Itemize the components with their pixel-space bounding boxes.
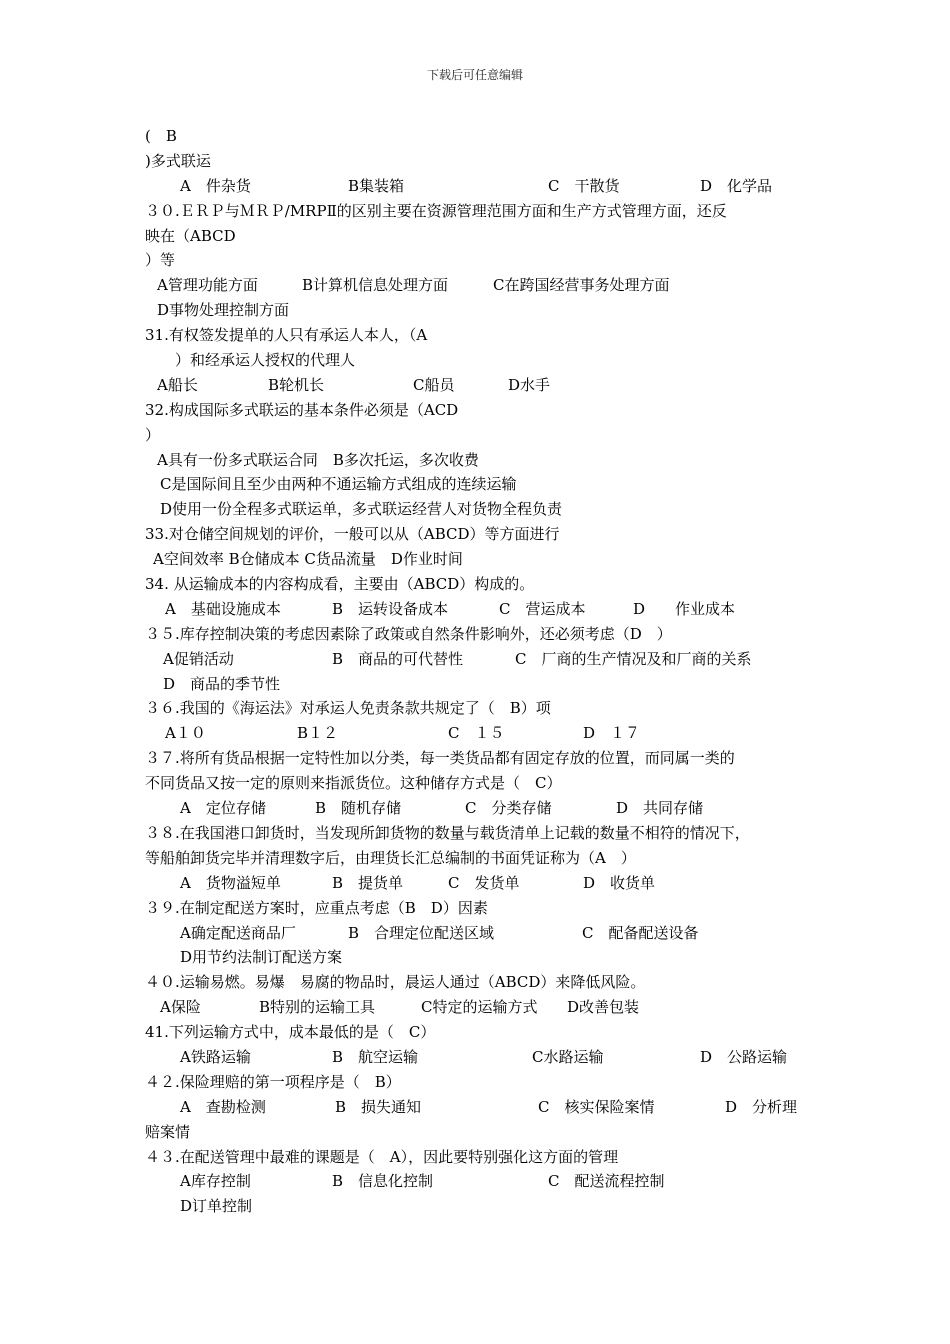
text-segment: ４３.在配送管理中最难的课题是（ A），因此要特别强化这方面的管理: [145, 1147, 619, 1166]
text-line: [145, 1145, 825, 1170]
text-segment: B集装箱: [348, 176, 405, 195]
text-segment: D水手: [508, 375, 551, 394]
text-segment: A 货物溢短单: [180, 873, 281, 892]
text-line: [145, 323, 825, 348]
text-line: [145, 273, 825, 298]
text-segment: ３９.在制定配送方案时，应重点考虑（B D）因素: [145, 898, 488, 917]
text-line: [145, 497, 825, 522]
text-line: [145, 1194, 825, 1219]
text-segment: C 配送流程控制: [548, 1172, 665, 1191]
text-segment: A管理功能方面: [157, 276, 258, 295]
text-segment: C 配备配送设备: [582, 923, 699, 942]
text-line: [145, 771, 825, 796]
text-segment: A船长: [157, 375, 198, 394]
text-line: [145, 124, 825, 149]
text-segment: A库存控制: [180, 1172, 251, 1191]
text-segment: C特定的运输方式: [421, 998, 538, 1017]
text-line: [145, 149, 825, 174]
text-segment: B 商品的可代替性: [332, 649, 464, 668]
text-segment: D 分析理: [725, 1097, 798, 1116]
text-segment: 不同货品又按一定的原则来指派货位。这种储存方式是（ C）: [145, 774, 562, 793]
text-line: [145, 174, 825, 199]
text-line: [145, 1070, 825, 1095]
text-line: [145, 522, 825, 547]
text-line: [145, 622, 825, 647]
text-segment: 33.对仓储空间规划的评价，一般可以从（ABCD）等方面进行: [145, 525, 560, 544]
text-segment: 34. 从运输成本的内容构成看，主要由（ABCD）构成的。: [145, 575, 535, 594]
text-line: [145, 846, 825, 871]
text-segment: B 合理定位配送区域: [348, 923, 495, 942]
text-segment: A促销活动: [163, 649, 234, 668]
text-segment: C 分类存储: [465, 799, 552, 818]
text-line: [145, 1120, 825, 1145]
text-line: [145, 348, 825, 373]
text-segment: 41.下列运输方式中，成本最低的是（ C）: [145, 1023, 436, 1042]
text-segment: ３６.我国的《海运法》对承运人免责条款共规定了（ B）项: [145, 699, 551, 718]
text-segment: B 运转设备成本: [332, 599, 449, 618]
text-segment: ）等: [145, 251, 176, 270]
text-segment: ）和经承运人授权的代理人: [175, 351, 356, 370]
text-segment: C船员: [413, 375, 455, 394]
text-segment: D 作业成本: [633, 599, 736, 618]
text-segment: C在跨国经营事务处理方面: [493, 276, 670, 295]
document-body: [145, 124, 825, 1219]
text-line: [145, 199, 825, 224]
text-line: [145, 547, 825, 572]
text-segment: D改善包装: [567, 998, 640, 1017]
text-line: [145, 721, 825, 746]
text-segment: C 营运成本: [499, 599, 586, 618]
text-line: [145, 1169, 825, 1194]
text-segment: C是国际间且至少由两种不通运输方式组成的连续运输: [160, 475, 517, 494]
text-segment: A确定配送商品厂: [180, 923, 296, 942]
text-segment: D 公路运输: [700, 1047, 788, 1066]
text-segment: )多式联运: [145, 151, 211, 170]
text-segment: B 航空运输: [332, 1047, 419, 1066]
text-segment: A铁路运输: [180, 1047, 251, 1066]
text-segment: B 随机存储: [315, 799, 402, 818]
text-line: [145, 1045, 825, 1070]
text-line: [145, 448, 825, 473]
text-segment: A 查勘检测: [180, 1097, 266, 1116]
text-segment: B计算机信息处理方面: [302, 276, 449, 295]
text-segment: A 件杂货: [180, 176, 251, 195]
text-line: [145, 896, 825, 921]
text-segment: A保险: [160, 998, 201, 1017]
text-line: [145, 696, 825, 721]
text-segment: ）: [145, 425, 161, 444]
text-line: [145, 248, 825, 273]
text-segment: ３８.在我国港口卸货时，当发现所卸货物的数量与载货清单上记载的数量不相符的情况下，: [145, 823, 750, 842]
text-segment: A 基础设施成本: [165, 599, 281, 618]
text-segment: ３７.将所有货品根据一定特性加以分类，每一类货品都有固定存放的位置，而同属一类的: [145, 749, 735, 768]
text-line: [145, 970, 825, 995]
text-segment: D 收货单: [583, 873, 656, 892]
text-line: [145, 1020, 825, 1045]
text-segment: C水路运输: [532, 1047, 604, 1066]
text-segment: D订单控制: [180, 1197, 253, 1216]
text-segment: A具有一份多式联运合同 B多次托运，多次收费: [157, 450, 479, 469]
text-line: [145, 921, 825, 946]
text-line: [145, 398, 825, 423]
text-line: [145, 746, 825, 771]
text-segment: C 厂商的生产情况及和厂商的关系: [515, 649, 752, 668]
text-line: [145, 796, 825, 821]
text-segment: B１２: [297, 724, 339, 743]
text-segment: ３５.库存控制决策的考虑因素除了政策或自然条件影响外，还必须考虑（D ）: [145, 624, 672, 643]
text-segment: A空间效率 B仓储成本 C货品流量 D作业时间: [153, 550, 463, 569]
text-line: [145, 423, 825, 448]
text-segment: C １５: [448, 724, 505, 743]
text-segment: ４２.保险理赔的第一项程序是（ B）: [145, 1072, 401, 1091]
text-line: [145, 597, 825, 622]
text-line: [145, 995, 825, 1020]
text-segment: 32.构成国际多式联运的基本条件必须是（ACD: [145, 400, 459, 419]
text-line: [145, 373, 825, 398]
text-line: [145, 224, 825, 249]
text-segment: D 商品的季节性: [163, 674, 281, 693]
text-segment: ３０.ＥＲＰ与ＭＲＰ/MRPⅡ的区别主要在资源管理范围方面和生产方式管理方面，还反: [145, 201, 727, 220]
text-line: [145, 945, 825, 970]
text-line: [145, 298, 825, 323]
text-segment: C 干散货: [548, 176, 620, 195]
text-segment: ４０.运输易燃。易爆 易腐的物品时，晨运人通过（ABCD）来降低风险。: [145, 973, 646, 992]
text-segment: A１０: [165, 724, 206, 743]
text-segment: D使用一份全程多式联运单，多式联运经营人对货物全程负责: [160, 500, 563, 519]
text-segment: C 发货单: [448, 873, 520, 892]
text-line: [145, 572, 825, 597]
text-segment: B特别的运输工具: [259, 998, 376, 1017]
text-segment: D 共同存储: [616, 799, 704, 818]
text-segment: B轮机长: [268, 375, 325, 394]
text-segment: 31.有权签发提单的人只有承运人本人，（A: [145, 326, 428, 345]
text-line: [145, 1095, 825, 1120]
text-segment: B 提货单: [332, 873, 404, 892]
text-segment: D用节约法制订配送方案: [180, 948, 343, 967]
text-segment: D １７: [583, 724, 641, 743]
text-segment: A 定位存储: [180, 799, 266, 818]
page-header: 下载后可任意编辑: [426, 68, 523, 82]
text-segment: ( B: [145, 127, 177, 145]
text-segment: D 化学品: [700, 176, 773, 195]
text-segment: D事物处理控制方面: [157, 301, 290, 320]
text-line: [145, 647, 825, 672]
text-segment: 赔案情: [145, 1122, 191, 1141]
text-segment: B 信息化控制: [332, 1172, 434, 1191]
text-line: [145, 672, 825, 697]
text-line: [145, 472, 825, 497]
text-line: [145, 871, 825, 896]
text-segment: C 核实保险案情: [538, 1097, 655, 1116]
text-segment: 等船舶卸货完毕并清理数字后，由理货长汇总编制的书面凭证称为（A ）: [145, 848, 636, 867]
text-segment: 映在（ABCD: [145, 226, 236, 245]
text-segment: B 损失通知: [335, 1097, 422, 1116]
text-line: [145, 821, 825, 846]
